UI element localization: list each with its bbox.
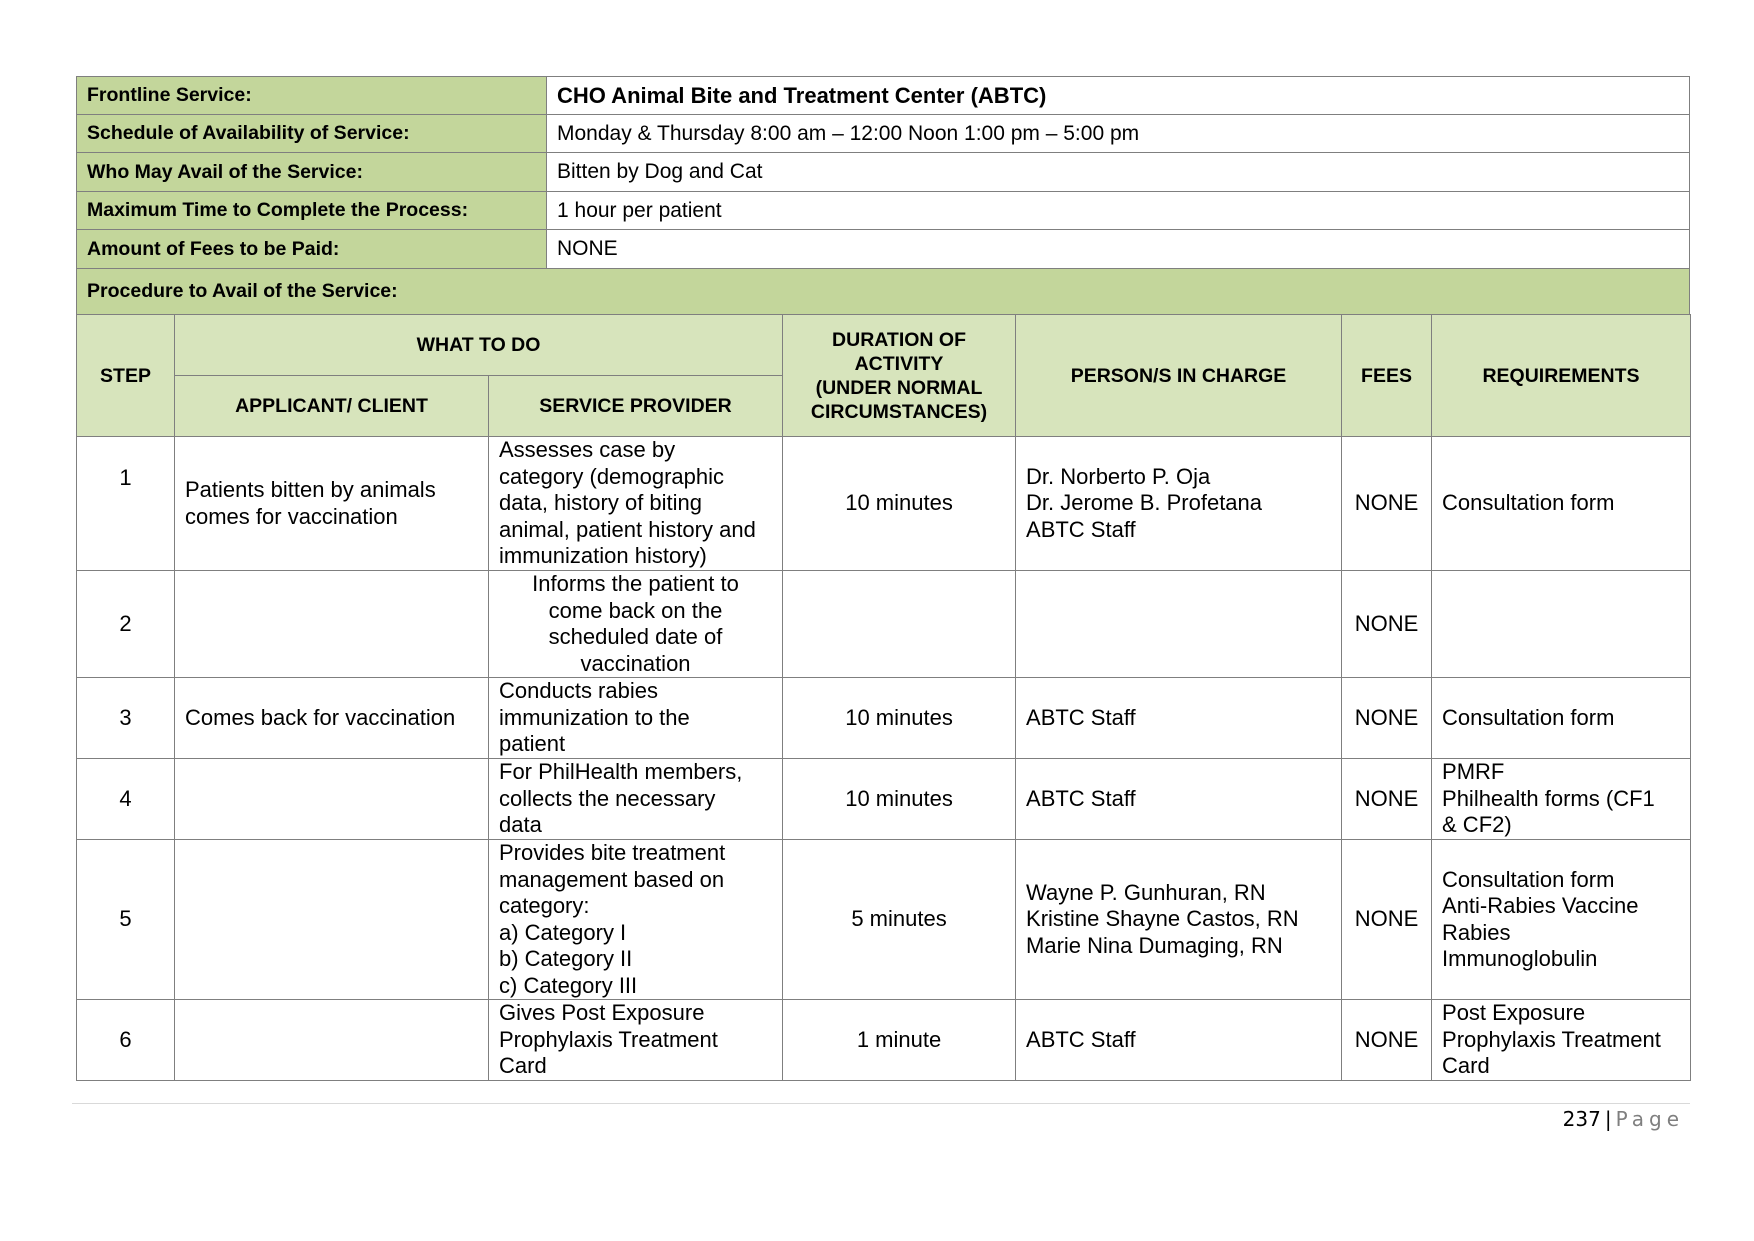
fees: NONE	[1342, 437, 1432, 571]
fees: NONE	[1342, 759, 1432, 840]
info-value: 1 hour per patient	[547, 192, 1690, 230]
procedure-row	[77, 269, 1690, 315]
fees: NONE	[1342, 571, 1432, 678]
requirement-item: Anti-Rabies Vaccine	[1442, 893, 1639, 918]
requirements	[1432, 437, 1691, 571]
info-row	[77, 115, 1690, 153]
requirement-item: Philhealth forms (CF1	[1442, 785, 1655, 811]
applicant-action	[175, 437, 489, 571]
page-number: 237	[1562, 1107, 1601, 1131]
requirement-item: Consultation form	[1442, 704, 1615, 730]
persons-in-charge	[1016, 1000, 1342, 1081]
service-sheet	[76, 76, 1690, 1081]
provider-action-line: a) Category I	[499, 919, 627, 945]
procedure-label: Procedure to Avail of the Service:	[77, 269, 1690, 315]
requirements	[1432, 759, 1691, 840]
requirement-item: Prophylaxis Treatment	[1442, 1026, 1661, 1052]
step-number: 3	[77, 678, 175, 759]
provider-action-line: come back on the	[548, 597, 723, 623]
applicant-action	[175, 571, 489, 678]
provider-action	[489, 840, 783, 1000]
info-label: Frontline Service:	[77, 77, 547, 115]
info-value: CHO Animal Bite and Treatment Center (ABTC)	[547, 77, 1690, 115]
requirement-item: & CF2)	[1442, 812, 1512, 838]
page-word: Page	[1615, 1107, 1684, 1131]
provider-action-line: category (demographic	[499, 463, 725, 489]
provider-action	[489, 571, 783, 678]
service-info-body	[77, 77, 1690, 315]
persons-in-charge	[1016, 840, 1342, 1000]
persons-in-charge	[1016, 678, 1342, 759]
page-footer	[1563, 1107, 1684, 1131]
person-name: ABTC Staff	[1026, 785, 1136, 811]
step-number: 6	[77, 1000, 175, 1081]
info-row	[77, 230, 1690, 269]
header-duration	[783, 315, 1016, 437]
step-number: 2	[77, 571, 175, 678]
info-value: Monday & Thursday 8:00 am – 12:00 Noon 1:00 pm – 5:00 pm	[547, 115, 1690, 153]
requirements	[1432, 1000, 1691, 1081]
provider-action-line: animal, patient history and	[499, 516, 756, 542]
requirements	[1432, 678, 1691, 759]
info-label: Who May Avail of the Service:	[77, 153, 547, 192]
persons-in-charge	[1016, 437, 1342, 571]
info-label: Maximum Time to Complete the Process:	[77, 192, 547, 230]
info-row	[77, 77, 1690, 115]
provider-action-line: category:	[499, 893, 590, 918]
provider-action-line: scheduled date of	[548, 624, 723, 649]
step-number: 4	[77, 759, 175, 840]
header-duration-line: DURATION OF	[832, 328, 966, 351]
info-label: Schedule of Availability of Service:	[77, 115, 547, 153]
provider-action-line: Informs the patient to	[532, 571, 739, 596]
fees: NONE	[1342, 1000, 1432, 1081]
duration: 10 minutes	[783, 759, 1016, 840]
header-requirements: REQUIREMENTS	[1432, 315, 1691, 437]
procedure-table-header	[77, 315, 1691, 437]
info-value: NONE	[547, 230, 1690, 269]
info-label: Amount of Fees to be Paid:	[77, 230, 547, 269]
person-name: Dr. Jerome B. Profetana	[1026, 490, 1263, 516]
applicant-action	[175, 678, 489, 759]
step-number: 1	[77, 437, 175, 571]
info-value: Bitten by Dog and Cat	[547, 153, 1690, 192]
persons-in-charge	[1016, 759, 1342, 840]
provider-action-line: b) Category II	[499, 946, 633, 971]
provider-action	[489, 1000, 783, 1081]
requirements	[1432, 840, 1691, 1000]
requirement-item: Rabies	[1442, 919, 1511, 945]
duration: 5 minutes	[783, 840, 1016, 1000]
provider-action-line: immunization history)	[499, 543, 707, 569]
header-service-provider: SERVICE PROVIDER	[489, 376, 783, 437]
requirement-item: Immunoglobulin	[1442, 946, 1598, 971]
person-name: Wayne P. Gunhuran, RN	[1026, 879, 1266, 905]
header-applicant-client: APPLICANT/ CLIENT	[175, 376, 489, 437]
header-duration-line: (UNDER NORMAL	[815, 376, 983, 399]
provider-action	[489, 437, 783, 571]
footer-divider	[72, 1103, 1690, 1104]
applicant-action	[175, 1000, 489, 1081]
procedure-table-body	[77, 437, 1691, 1081]
provider-action-line: collects the necessary	[499, 785, 716, 811]
provider-action-line: data, history of biting	[499, 490, 703, 516]
requirements	[1432, 571, 1691, 678]
provider-action	[489, 759, 783, 840]
requirement-item: Consultation form	[1442, 490, 1615, 516]
requirement-item: PMRF	[1442, 759, 1505, 785]
provider-action-line: Card	[499, 1053, 547, 1079]
applicant-action	[175, 759, 489, 840]
table-row	[77, 1000, 1691, 1081]
provider-action-line: Gives Post Exposure	[499, 1000, 705, 1026]
header-persons-in-charge: PERSON/S IN CHARGE	[1016, 315, 1342, 437]
table-row	[77, 759, 1691, 840]
table-row	[77, 840, 1691, 1000]
header-fees: FEES	[1342, 315, 1432, 437]
person-name: ABTC Staff	[1026, 1026, 1136, 1052]
header-what-to-do: WHAT TO DO	[175, 315, 783, 376]
requirement-item: Card	[1442, 1053, 1490, 1079]
duration: 10 minutes	[783, 437, 1016, 571]
applicant-action	[175, 840, 489, 1000]
persons-in-charge	[1016, 571, 1342, 678]
provider-action-line: vaccination	[580, 650, 691, 676]
duration: 1 minute	[783, 1000, 1016, 1081]
duration: 10 minutes	[783, 678, 1016, 759]
provider-action-line: management based on	[499, 866, 725, 892]
table-row	[77, 678, 1691, 759]
person-name: Kristine Shayne Castos, RN	[1026, 906, 1299, 932]
fees: NONE	[1342, 840, 1432, 1000]
provider-action-line: patient	[499, 731, 566, 757]
provider-action-line: Prophylaxis Treatment	[499, 1026, 718, 1052]
provider-action-line: immunization to the	[499, 704, 690, 730]
provider-action	[489, 678, 783, 759]
provider-action-line: Provides bite treatment	[499, 840, 726, 865]
person-name: ABTC Staff	[1026, 704, 1136, 730]
table-row	[77, 571, 1691, 678]
header-step: STEP	[77, 315, 175, 437]
fees: NONE	[1342, 678, 1432, 759]
requirement-item: Consultation form	[1442, 866, 1615, 892]
applicant-action-line: Comes back for vaccination	[185, 704, 456, 730]
requirement-item: Post Exposure	[1442, 1000, 1586, 1026]
procedure-table	[76, 314, 1691, 1081]
header-duration-line: ACTIVITY	[854, 352, 944, 375]
provider-action-line: Assesses case by	[499, 437, 676, 463]
provider-action-line: For PhilHealth members,	[499, 759, 743, 785]
info-row	[77, 192, 1690, 230]
provider-action-line: c) Category III	[499, 972, 638, 998]
duration	[783, 571, 1016, 678]
provider-action-line: Conducts rabies	[499, 678, 658, 704]
applicant-action-line: comes for vaccination	[185, 503, 398, 529]
person-name: ABTC Staff	[1026, 516, 1136, 542]
provider-action-line: data	[499, 812, 542, 838]
header-duration-line: CIRCUMSTANCES)	[810, 400, 988, 423]
footer-separator: |	[1604, 1107, 1612, 1131]
person-name: Marie Nina Dumaging, RN	[1026, 932, 1283, 958]
info-row	[77, 153, 1690, 192]
step-number: 5	[77, 840, 175, 1000]
applicant-action-line: Patients bitten by animals	[185, 477, 436, 502]
service-info-table	[76, 76, 1690, 315]
person-name: Dr. Norberto P. Oja	[1026, 463, 1211, 489]
table-row	[77, 437, 1691, 571]
